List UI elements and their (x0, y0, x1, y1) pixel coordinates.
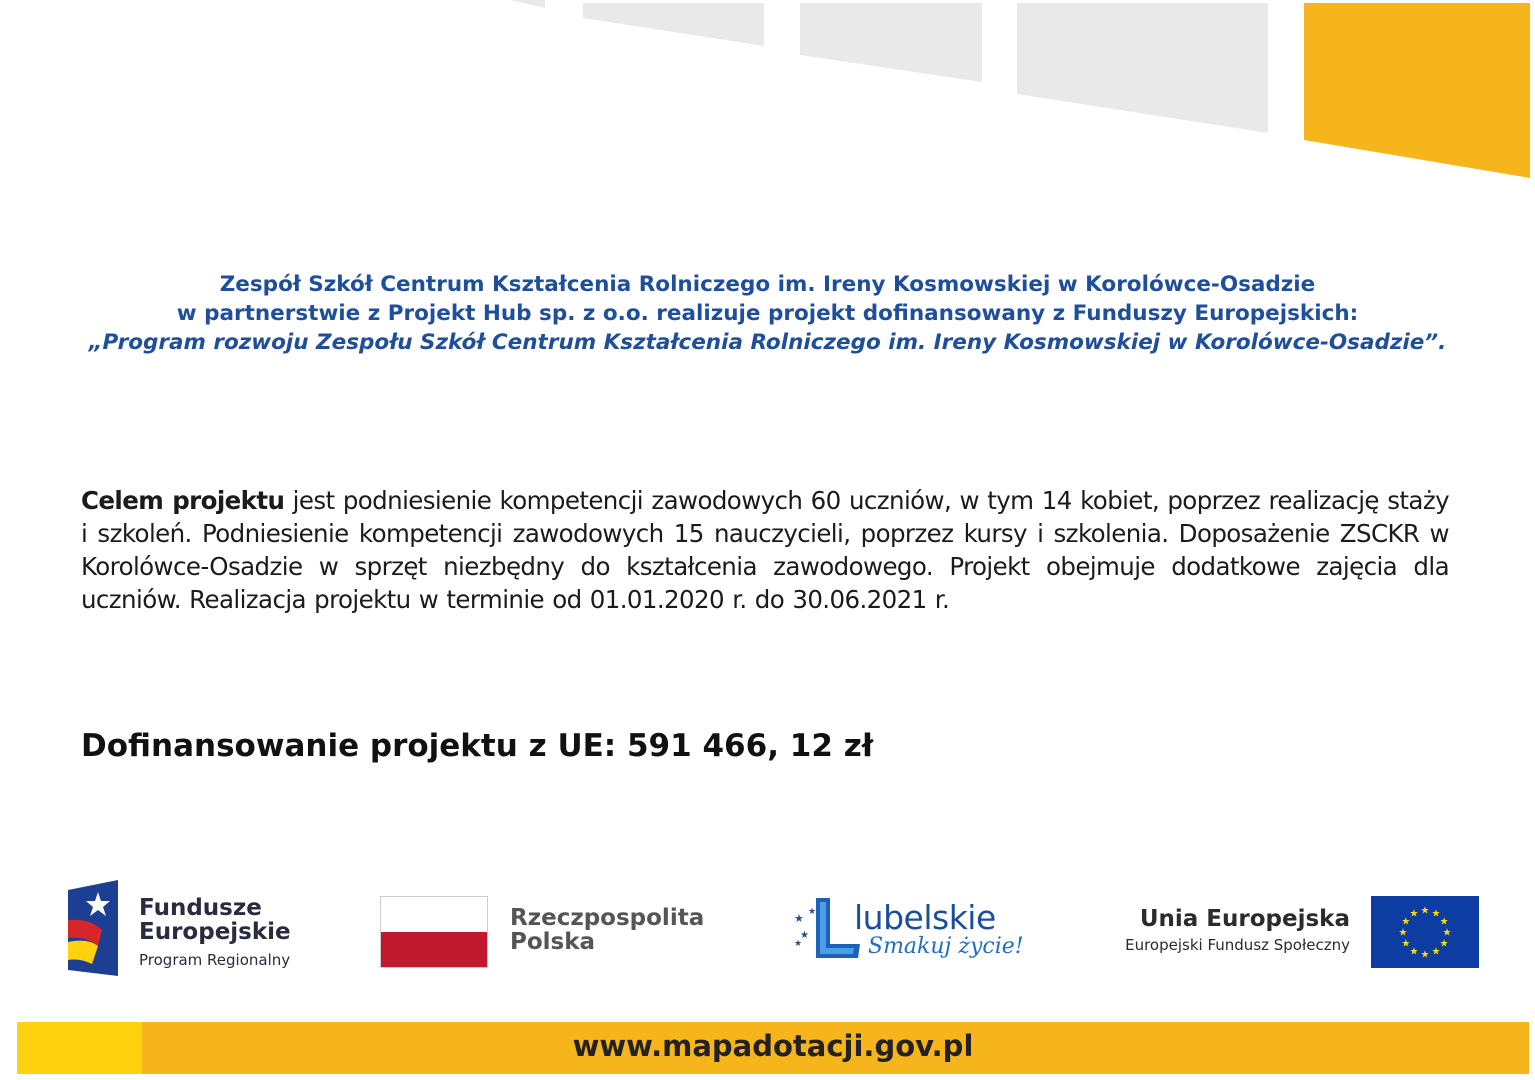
ue-subtitle: Europejski Fundusz Społeczny (1125, 936, 1350, 954)
top-decoration (0, 0, 1535, 200)
svg-text:★: ★ (808, 907, 817, 917)
pl-line-1: Rzeczpospolita (510, 905, 705, 931)
svg-text:★: ★ (794, 912, 804, 925)
header-line-1: Zespół Szkół Centrum Kształcenia Rolniczego im. Ireny Kosmowskiej w Korolówce-Osadzie (219, 272, 1316, 297)
logo-unia-europejska-text (1100, 906, 1350, 954)
deco-panel (510, 0, 545, 8)
pl-line-2: Polska (510, 929, 596, 955)
svg-text:★: ★ (794, 939, 803, 949)
logo-rzeczpospolita-polska (380, 896, 710, 970)
header-line-3: „Program rozwoju Zespołu Szkół Centrum Kształcenia Rolniczego im. Ireny Kosmowskiej w Korolówce-Osadzie”. (88, 330, 1447, 355)
svg-text:★: ★ (800, 930, 809, 941)
funding-amount: Dofinansowanie projektu z UE: 591 466, 12 zł (81, 728, 874, 764)
logo-lubelskie (792, 888, 1024, 978)
description-body: jest podniesienie kompetencji zawodowych 60 uczniów, w tym 14 kobiet, poprzez realizację staży i szkoleń. Podniesienie kompetencji zawodowych 15 nauczycieli, poprzez kursy i szkolenia. Doposażenie ZSCKR w Korolówce-Osadzie w sprzęt niezbędny do kształcenia zawodowego. Projekt obejmuje dodatkowe zajęcia dla uczniów. Realizacja projektu w terminie od 01.01.2020 r. do 30.06.2021 r. (81, 486, 1449, 614)
eu-star-icon: ★ (1442, 927, 1452, 939)
description-lead: Celem projektu (81, 486, 285, 515)
deco-panel (1017, 3, 1268, 133)
header-line-2: w partnerstwie z Projekt Hub sp. z o.o. realizuje projekt dofinansowany z Funduszy Europejskich: (176, 301, 1359, 326)
deco-panel-orange (1304, 3, 1530, 178)
eu-star-icon: ★ (1420, 949, 1430, 961)
svg-text:★: ★ (832, 930, 841, 941)
deco-panel (800, 3, 982, 82)
polish-flag-icon (380, 896, 488, 968)
eu-star-icon: ★ (1420, 905, 1430, 917)
footer-url: www.mapadotacji.gov.pl (572, 1029, 974, 1063)
deco-panel (583, 3, 764, 46)
fundusze-europejskie-icon (68, 880, 120, 978)
project-header (0, 270, 1535, 357)
footer-bar (17, 1022, 1529, 1074)
ue-title: Unia Europejska (1139, 906, 1350, 932)
eu-star-icon: ★ (1401, 916, 1411, 928)
eu-flag-icon (1371, 896, 1479, 968)
eu-star-icon: ★ (1439, 938, 1449, 950)
eu-star-icon: ★ (1401, 938, 1411, 950)
eu-star-icon: ★ (1431, 908, 1441, 920)
lubelskie-word: lubelskie (854, 898, 996, 937)
eu-star-icon: ★ (1409, 946, 1419, 958)
eu-star-icon: ★ (1398, 927, 1408, 939)
eu-star-icon: ★ (1409, 908, 1419, 920)
fe-line-3: Program Regionalny (139, 951, 291, 969)
eu-star-icon: ★ (1439, 916, 1449, 928)
project-description (81, 484, 1449, 616)
eu-star-icon: ★ (1431, 946, 1441, 958)
fe-line-2: Europejskie (139, 919, 291, 945)
lubelskie-slogan: Smakuj życie! (868, 934, 1024, 959)
logo-fundusze-europejskie (68, 880, 308, 980)
fe-line-1: Fundusze (139, 895, 262, 921)
